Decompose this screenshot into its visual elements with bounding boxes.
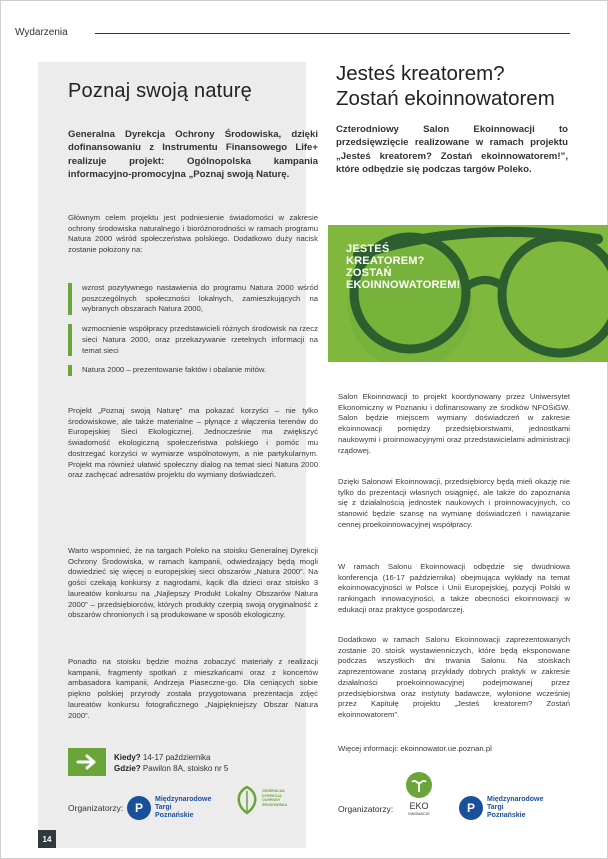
left-paragraph-1: Głównym celem projektu jest podniesienie świadomości w zakresie ochrony środowiska naturalnego i bioróżnorodności w ramach programu Natura 2000 wśród społeczeństwa polskiego. Dodatkowo duży nacisk zostanie położony na: — [68, 213, 318, 255]
right-organizers-label: Organizatorzy: — [338, 804, 394, 814]
bullet-bar — [68, 324, 72, 356]
leaf-icon — [232, 785, 262, 815]
left-paragraph-3: Warto wspomnieć, że na targach Poleko na stoisku Generalnej Dyrekcji Ochrony Środowiska, w ramach kampanii, odwiedzający będą mogli dowiedzieć się więcej o europejskiej sieci obszarów „Natura 2000”. Na gości czekają konkursy z nagrodami, kącik dla dzieci oraz stoisko 3 laureatów konkursu na „Najlepszy Produkt Lokalny Obszarów Natura 2000” – przedsiębiorców, których produkty czerpią swoją oryginalność z obszarów chronionych i są produkowane w sposób ekologiczny. — [68, 546, 318, 620]
when-value: 14-17 października — [142, 753, 211, 762]
more-info-link[interactable]: Więcej informacji: ekoinnowator.ue.poznan.pl — [338, 744, 492, 753]
event-info-text — [114, 752, 228, 774]
campaign-banner-image — [328, 225, 608, 362]
arrow-right-icon — [68, 748, 106, 776]
right-paragraph-4: Dodatkowo w ramach Salonu Ekoinnowacji zaprezentowanych zostanie 20 stoisk wystawienniczych, które będą eksponowane podczas wszystkich dni trwania Salonu. Na stoiskach zaprezentowane zostaną przykłady dobrych praktyk w zakresie działalności proekoinnowacyjnej podejmowanej przez przedsiębiorstwa oraz instytuty badawcze, wyłonione wcześniej przez Kapitułę projektu „Jesteś kreatorem? Zostań ekoinnowatorem”. — [338, 635, 570, 719]
mtp-logo-mark-icon: P — [127, 796, 151, 820]
left-organizers-label: Organizatorzy: — [68, 803, 124, 813]
left-article-title: Poznaj swoją naturę — [68, 80, 252, 102]
right-article-lead: Czterodniowy Salon Ekoinnowacji to przedsięwzięcie realizowane w ramach projektu „Jesteś kreatorem? Zostań ekoinnowatorem!”, które odbędzie się podczas targów Poleko. — [336, 124, 568, 175]
where-value: Pawilon 8A, stoisko nr 5 — [142, 764, 229, 773]
bullet-item — [68, 324, 318, 356]
bullet-text: Natura 2000 – prezentowanie faktów i obalanie mitów. — [82, 365, 267, 375]
left-bullet-list — [68, 283, 318, 385]
mtp-logo-mark-icon: P — [459, 796, 483, 820]
mtp-logo: P Międzynarodowe Targi Poznańskie — [127, 796, 211, 820]
event-info-box — [68, 748, 318, 778]
page-number: 14 — [38, 830, 56, 848]
eko-innowacje-logo: EKO INNOWACJE — [404, 770, 434, 826]
left-article-lead: Generalna Dyrekcja Ochrony Środowiska, dzięki dofinansowaniu z Instrumentu Finansowego Life+ realizuje projekt: Ogólnopolska kampania informacyjno-promocyjna „Poznaj swoją Naturę. — [68, 129, 318, 180]
mtp-logo-right: P Międzynarodowe Targi Poznańskie — [459, 796, 543, 820]
banner-text: JESTEŚ KREATOREM? ZOSTAŃ EKOINNOWATOREM! — [346, 243, 461, 291]
section-tag: Wydarzenia — [15, 27, 68, 38]
bullet-text: wzmocnienie współpracy przedstawicieli różnych środowisk na rzecz sieci Natura 2000, oraz przekazywanie rzetelnych informacji na temat sieci — [82, 324, 318, 355]
right-article-title: Jesteś kreatorem? Zostań ekoinnowatorem — [336, 62, 555, 110]
bullet-text: wzrost pozytywnego nastawienia do programu Natura 2000 wśród poszczególnych społeczności lokalnych, zamieszkujących na wybranych obszarach Natura 2000, — [82, 283, 318, 314]
right-paragraph-2: Dzięki Salonowi Ekoinnowacji, przedsiębiorcy będą mieli okazję nie tylko do prezentacji własnych osiągnięć, ale także do zapoznania się z działalnością jednostek naukowych i proinnowacyjnych, co stanowić będzie szansę na wymianę doświadczeń i nawiązanie cennej proekoinnowacyjnej współpracy. — [338, 477, 570, 529]
bullet-item — [68, 283, 318, 315]
left-paragraph-4: Ponadto na stoisku będzie można zobaczyć materiały z realizacji kampanii, fragmenty spotkań z mieszkańcami oraz z koncertów ambasadora kampanii, Andrzeja Piaseczne-go. Dla ceniących sobie piękno polskiej przyrody została przygotowana prezentacja zdjęć laureatów konkursu fotograficznego „Najpiękniejszy Obszar Natura 2000”. — [68, 657, 318, 720]
where-label: Gdzie? — [114, 764, 141, 773]
bullet-bar — [68, 283, 72, 315]
right-paragraph-1: Salon Ekoinnowacji to projekt koordynowany przez Uniwersytet Ekonomiczny w Poznaniu i dofinansowany ze środków NFOŚiGW. Salon będzie miejscem wymiany doświadczeń w zakresie ekoinnowacji pomiędzy przedsiębiorstwami, jednostkami naukowymi i proinnowacyjnymi oraz przedstawicielami administracji rządowej. — [338, 392, 570, 455]
bullet-bar — [68, 365, 72, 376]
left-paragraph-2: Projekt „Poznaj swoją Naturę” ma pokazać korzyści – nie tylko środowiskowe, ale także materialne – płynące z włączenia terenów do Europejskiej Sieci Ekologicznej. Jednocześnie ma zwiększyć świadomość ekologiczną społeczeństwa polskiego i pomóc mu dostrzegać korzyści w wymiarze wspólnotowym, a nie partykularnym. Projekt ma również ułatwić społeczny dialog na temat sieci Natura 2000 oraz zachęcać adresatów projektu do wymiany doświadczeń. — [68, 406, 318, 480]
bullet-item — [68, 365, 318, 376]
right-paragraph-3: W ramach Salonu Ekoinnowacji odbędzie się dwudniowa konferencja (16-17 października) obejmująca wykłady na temat ekoinnowacyjności w Polsce i Unii Europejskiej, pozycji Polski w rankingach innowacyjności, a także obecności ekoinnowacji w edukacji oraz praktyce gospodarczej. — [338, 562, 570, 614]
eko-leaf-icon — [404, 770, 434, 800]
when-label: Kiedy? — [114, 753, 141, 762]
gdos-logo: GENERALNA DYREKCJA OCHRONY ŚRODOWISKA — [232, 785, 282, 837]
